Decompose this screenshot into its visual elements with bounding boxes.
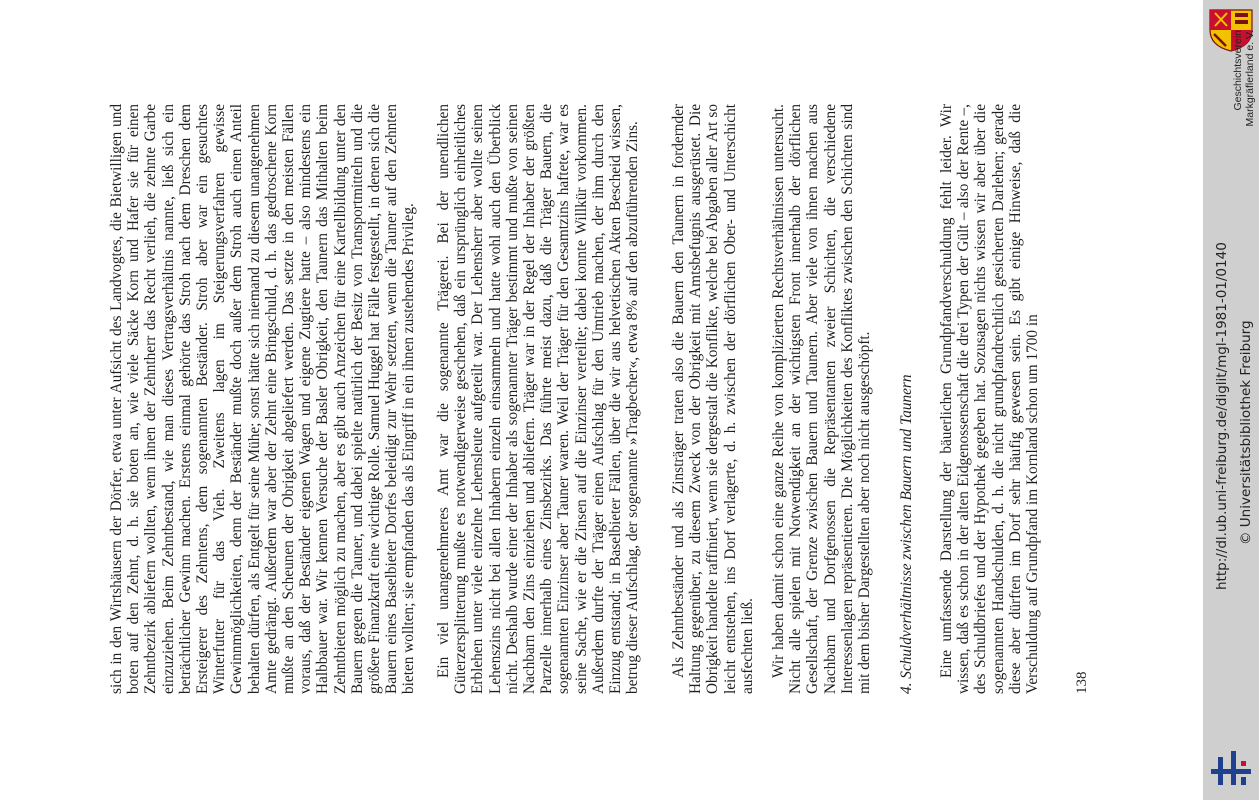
society-name [1232,30,1256,150]
ub-freiburg-logo-icon [1209,747,1253,787]
section-heading: 4. Schuldverhältnisse zwischen Bauern und Taunern [898,374,915,694]
page-number: 138 [1074,671,1090,694]
body-paragraph-4: Wir haben damit schon eine ganze Reihe von komplizierten Rechtsverhältnissen untersucht. Nicht alle spielen mit Notwendigkeit an der wichtigsten Front innerhalb der dörflichen Gesellschaft, der Grenze zwischen Bauern und Taunern. Aber viele von ihnen machen aus Nachbarn und Dorfgenossen die Repräsentanten zweier Schichten, die verschiedene Interessenlagen repräsentieren. Die Möglichkeiten des Konfliktes zwischen den Schichten sind mit dem bisher Dargestellten aber noch nicht ausgeschöpft. [770,104,874,694]
section-paragraph: Eine umfassende Darstellung der bäuerlichen Grundpfandverschuldung fehlt leider. Wir wissen, daß es schon in der alten Eidgenossenschaft die drei Typen der Gült – also der Rente –, des Schuldbriefes und der Hypothek gegeben hat. Sozusagen nichts wissen wir aber über die sogenannten Handschulden, d. h. die nicht grundpfandrechtlich gesicherten Darlehen; gerade diese aber dürften im Dorf sehr häufig gewesen sein. Es gibt einige Hinweise, daß die Verschuldung auf Grundpfand im Kornland schon um 1700 in [938,104,1042,694]
body-paragraph-2: Ein viel unangenehmeres Amt war die sogenannte Trägerei. Bei der unendlichen Güterzersplitterung mußte es notwendigerweise geschehen, daß ein ursprünglich einheitliches Erblehen unter viele einzelne Lehensleute aufgeteilt war. Der Lehensherr aber wollte seinen Lehenszins nicht bei allen Inhabern einzeln einsammeln und hatte wohl auch den Überblick nicht. Deshalb wurde einer der Inhaber als sogenannter Träger bestimmt und mußte von seinen Nachbarn den Zins einziehen und abliefern. Träger war in der Regel der Inhaber der größten Parzelle innerhalb eines Zinsbezirks. Das führte meist dazu, daß die Träger Bauern, die sogenannten Einzinser aber Tauner waren. Weil der Träger für den Gesamtzins haftete, war es seine Sache, wie er die Zinsen auf die Einzinser verteilte; dabei konnte Willkür vorkommen. Außerdem durfte der Träger einen Aufschlag für den Umtrieb machen, der ihm durch den Einzug entstand; in Baselbieter Fällen, über die wir aus helvetischen Akten Bescheid wissen, betrug dieser Aufschlag, der sogenannte »Tragbecher«, etwa 8% auf den abzuführenden Zins. [435,104,642,694]
society-name-line-1: Geschichtsverein [1232,30,1244,111]
body-paragraph-3: Als Zehntbeständer und als Zinsträger traten also die Bauern den Taunern in fordernder Haltung gegenüber, zu diesem Zweck von der Obrigkeit mit Amtsbefugnis ausgerüstet. Die Obrigkeit handelte raffiniert, wenn sie dergestalt die Konflikte, welche bei Abgaben aller Art so leicht entstehen, ins Dorf verlagerte, d. h. zwischen der dörflichen Ober- und Unterschicht ausfechten ließ. [670,104,756,694]
permalink-url[interactable]: http://dl.ub.uni-freiburg.de/diglit/mgl-1981-01/0140 [1214,242,1230,590]
body-paragraph-1: sich in den Wirtshäusern der Dörfer, etwa unter Aufsicht des Landvogtes, die Bietwilligen und boten auf den Zehnt, d. h. sie boten an, wie viele Säcke Korn und Hafer sie für einen Zehntbezirk abliefern wollten, wenn ihnen der Zehntherr das Recht verlieh, die zehnte Garbe einzuziehen. Beim Zehntbestand, wie man dieses Vertragsverhältnis nannte, ließ sich ein beträchtlicher Gewinn machen. Erstens einmal gehörte das Stroh nach dem Dreschen dem Ersteigerer des Zehntens, dem sogenannten Beständer. Stroh aber war ein gesuchtes Winterfutter für das Vieh. Zweitens lagen im Steigerungsverfahren gewisse Gewinnmöglichkeiten, denn der Beständer mußte doch außer dem Stroh auch einen Anteil behalten dürfen, als Entgelt für seine Mühe; sonst hätte sich niemand zu diesem unangenehmen Amte gedrängt. Außerdem war aber der Zehnt eine Bringschuld, d. h. das gedroschene Korn mußte an den Scheunen der Obrigkeit abgeliefert werden. Das setzte in den meisten Fällen voraus, daß der Beständer eigenen Wagen und eigene Zugtiere hatte – also mindestens ein Halbbauer war. Wir kennen Versuche der Basler Obrigkeit, den Taunern das Mithalten beim Zehntbieten möglich zu machen, aber es gibt auch Anzeichen für eine Kartellbildung unter den Bauern gegen die Tauner, und dabei spielte natürlich der Besitz von Transportmitteln und die größere Finanzkraft eine wichtige Rolle. Samuel Huggel hat Fälle festgestellt, in denen sich die Bauern eines Baselbieter Dorfes beleidigt zur Wehr setzten, wenn die Tauner auf den Zehnten bieten wollten; sie empfanden das als Eingriff in ein ihnen zustehendes Privileg. [108,104,418,694]
copyright-notice: © Universitätsbibliothek Freiburg [1238,320,1254,545]
society-name-line-2: Markgräflerland e. V. [1244,30,1256,127]
